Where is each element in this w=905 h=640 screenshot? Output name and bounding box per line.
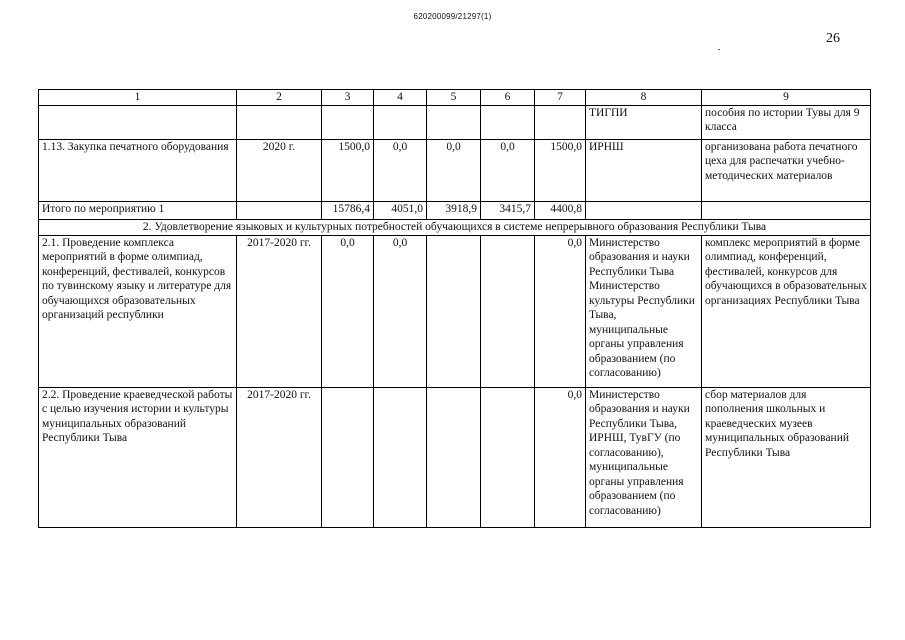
amount-cell: 1500,0 [322, 139, 374, 201]
document-code: 620200099/21297(1) [413, 12, 492, 21]
total-label: Итого по мероприятию 1 [39, 201, 237, 219]
column-number: 7 [535, 90, 586, 106]
amount-cell [481, 235, 535, 387]
result-cell [702, 201, 871, 219]
amount-cell [427, 105, 481, 139]
period-cell [237, 105, 322, 139]
amount-cell: 0,0 [535, 387, 586, 527]
column-number-row [39, 90, 871, 106]
measure-cell: 2.1. Проведение комплекса мероприятий в форме олимпиад, конференций, фестивалей, конкурсов по тувинскому языку и литературе для обучающихся образовательных организаций республики [39, 235, 237, 387]
measure-cell: 2.2. Проведение краеведческой работы с целью изучения истории и культуры муниципальных образований Республики Тыва [39, 387, 237, 527]
amount-cell: 3415,7 [481, 201, 535, 219]
amount-cell [427, 235, 481, 387]
section-row [39, 219, 871, 235]
section-title: 2. Удовлетворение языковых и культурных потребностей обучающихся в системе непрерывного образования Республики Тыва [39, 219, 871, 235]
amount-cell [481, 105, 535, 139]
table-row [39, 105, 871, 139]
column-number: 4 [374, 90, 427, 106]
amount-cell: 0,0 [427, 139, 481, 201]
amount-cell [374, 387, 427, 527]
activities-table [38, 89, 871, 528]
result-cell: сбор материалов для пополнения школьных и краеведческих музеев муниципальных образований Республики Тыва [702, 387, 871, 527]
amount-cell: 0,0 [374, 139, 427, 201]
amount-cell: 0,0 [322, 235, 374, 387]
amount-cell: 4051,0 [374, 201, 427, 219]
amount-cell: 4400,8 [535, 201, 586, 219]
executor-cell: Министерство образования и науки Республики Тыва, ИРНШ, ТувГУ (по согласованию), муниципальные органы управления образованием (по согласованию) [586, 387, 702, 527]
column-number: 5 [427, 90, 481, 106]
measure-cell [39, 105, 237, 139]
table-row [39, 139, 871, 201]
amount-cell [322, 105, 374, 139]
page-number: 26 [826, 31, 840, 46]
executor-cell: ИРНШ [586, 139, 702, 201]
executor-cell: Министерство образования и науки Республики Тыва Министерство культуры Республики Тыва, муниципальные органы управления образованием (по согласованию) [586, 235, 702, 387]
period-cell: 2020 г. [237, 139, 322, 201]
amount-cell: 3918,9 [427, 201, 481, 219]
table-row [39, 235, 871, 387]
column-number: 9 [702, 90, 871, 106]
amount-cell: 15786,4 [322, 201, 374, 219]
period-cell: 2017-2020 гг. [237, 387, 322, 527]
amount-cell [427, 387, 481, 527]
measure-cell: 1.13. Закупка печатного оборудования [39, 139, 237, 201]
column-number: 3 [322, 90, 374, 106]
amount-cell: 1500,0 [535, 139, 586, 201]
scan-speck [718, 49, 720, 50]
result-cell: организована работа печатного цеха для распечатки учебно-методических материалов [702, 139, 871, 201]
amount-cell [322, 387, 374, 527]
column-number: 8 [586, 90, 702, 106]
column-number: 1 [39, 90, 237, 106]
period-cell: 2017-2020 гг. [237, 235, 322, 387]
column-number: 2 [237, 90, 322, 106]
total-row [39, 201, 871, 219]
amount-cell: 0,0 [374, 235, 427, 387]
amount-cell: 0,0 [481, 139, 535, 201]
result-cell: комплекс мероприятий в форме олимпиад, конференций, фестивалей, конкурсов для обучающихся в образовательных организациях Республики Тыва [702, 235, 871, 387]
period-cell [237, 201, 322, 219]
amount-cell: 0,0 [535, 235, 586, 387]
amount-cell [481, 387, 535, 527]
result-cell: пособия по истории Тувы для 9 класса [702, 105, 871, 139]
amount-cell [535, 105, 586, 139]
executor-cell [586, 201, 702, 219]
amount-cell [374, 105, 427, 139]
executor-cell: ТИГПИ [586, 105, 702, 139]
column-number: 6 [481, 90, 535, 106]
table-row [39, 387, 871, 527]
